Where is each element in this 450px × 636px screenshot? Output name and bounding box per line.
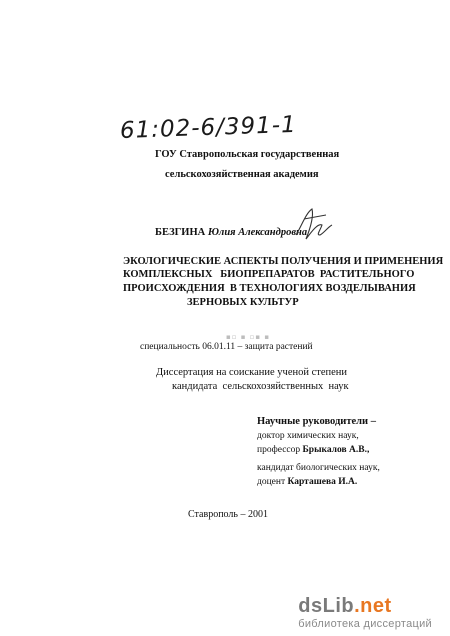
supervisor-1-name: Брыкалов А.В., (302, 445, 370, 455)
title-line-4: ЗЕРНОВЫХ КУЛЬТУР (187, 297, 299, 308)
supervisor-1-degree: доктор химических наук, (257, 431, 359, 441)
author-given-names: Юлия Александровна (207, 227, 308, 238)
dslib-watermark[interactable] (298, 596, 432, 630)
city-year-footer: Ставрополь – 2001 (188, 509, 268, 520)
dslib-subtitle: библиотека диссертаций (298, 618, 432, 630)
supervisor-1 (257, 446, 369, 456)
institution-line-2: сельскохозяйственная академия (165, 169, 319, 180)
supervisor-1-title: профессор (257, 445, 301, 455)
supervisor-2-name: Карташева И.А. (287, 477, 358, 487)
title-line-1: ЭКОЛОГИЧЕСКИЕ АСПЕКТЫ ПОЛУЧЕНИЯ И ПРИМЕНЕНИЯ (123, 256, 444, 267)
title-line-2: КОМПЛЕКСНЫХ БИОПРЕПАРАТОВ РАСТИТЕЛЬНОГО (123, 269, 415, 280)
dissertation-line-1: Диссертация на соискание ученой степени (156, 367, 348, 378)
supervisor-2-degree: кандидат биологических наук, (257, 463, 380, 473)
dslib-logo-main: dsLib (298, 595, 355, 617)
supervisors-heading: Научные руководители – (257, 416, 376, 427)
title-line-3: ПРОИСХОЖДЕНИЯ В ТЕХНОЛОГИЯХ ВОЗДЕЛЫВАНИЯ (123, 283, 416, 294)
dissertation-line-2: кандидата сельскохозяйственных наук (172, 381, 349, 392)
faint-stamp-mark: ▪▫ ▪ ▫▪ ▪ (226, 333, 271, 341)
handwritten-catalog-code: 61:02-6/391-1 (119, 111, 298, 144)
dslib-logo (298, 596, 432, 616)
signature-mark (292, 205, 336, 247)
author-surname: БЕЗГИНА (155, 227, 206, 238)
supervisor-2-title: доцент (257, 477, 286, 487)
institution-line-1: ГОУ Ставропольская государственная (155, 149, 340, 160)
author-name (155, 228, 307, 239)
dslib-logo-tld: .net (354, 595, 392, 617)
supervisor-2 (257, 478, 357, 488)
specialty-line: специальность 06.01.11 – защита растений (140, 342, 313, 352)
